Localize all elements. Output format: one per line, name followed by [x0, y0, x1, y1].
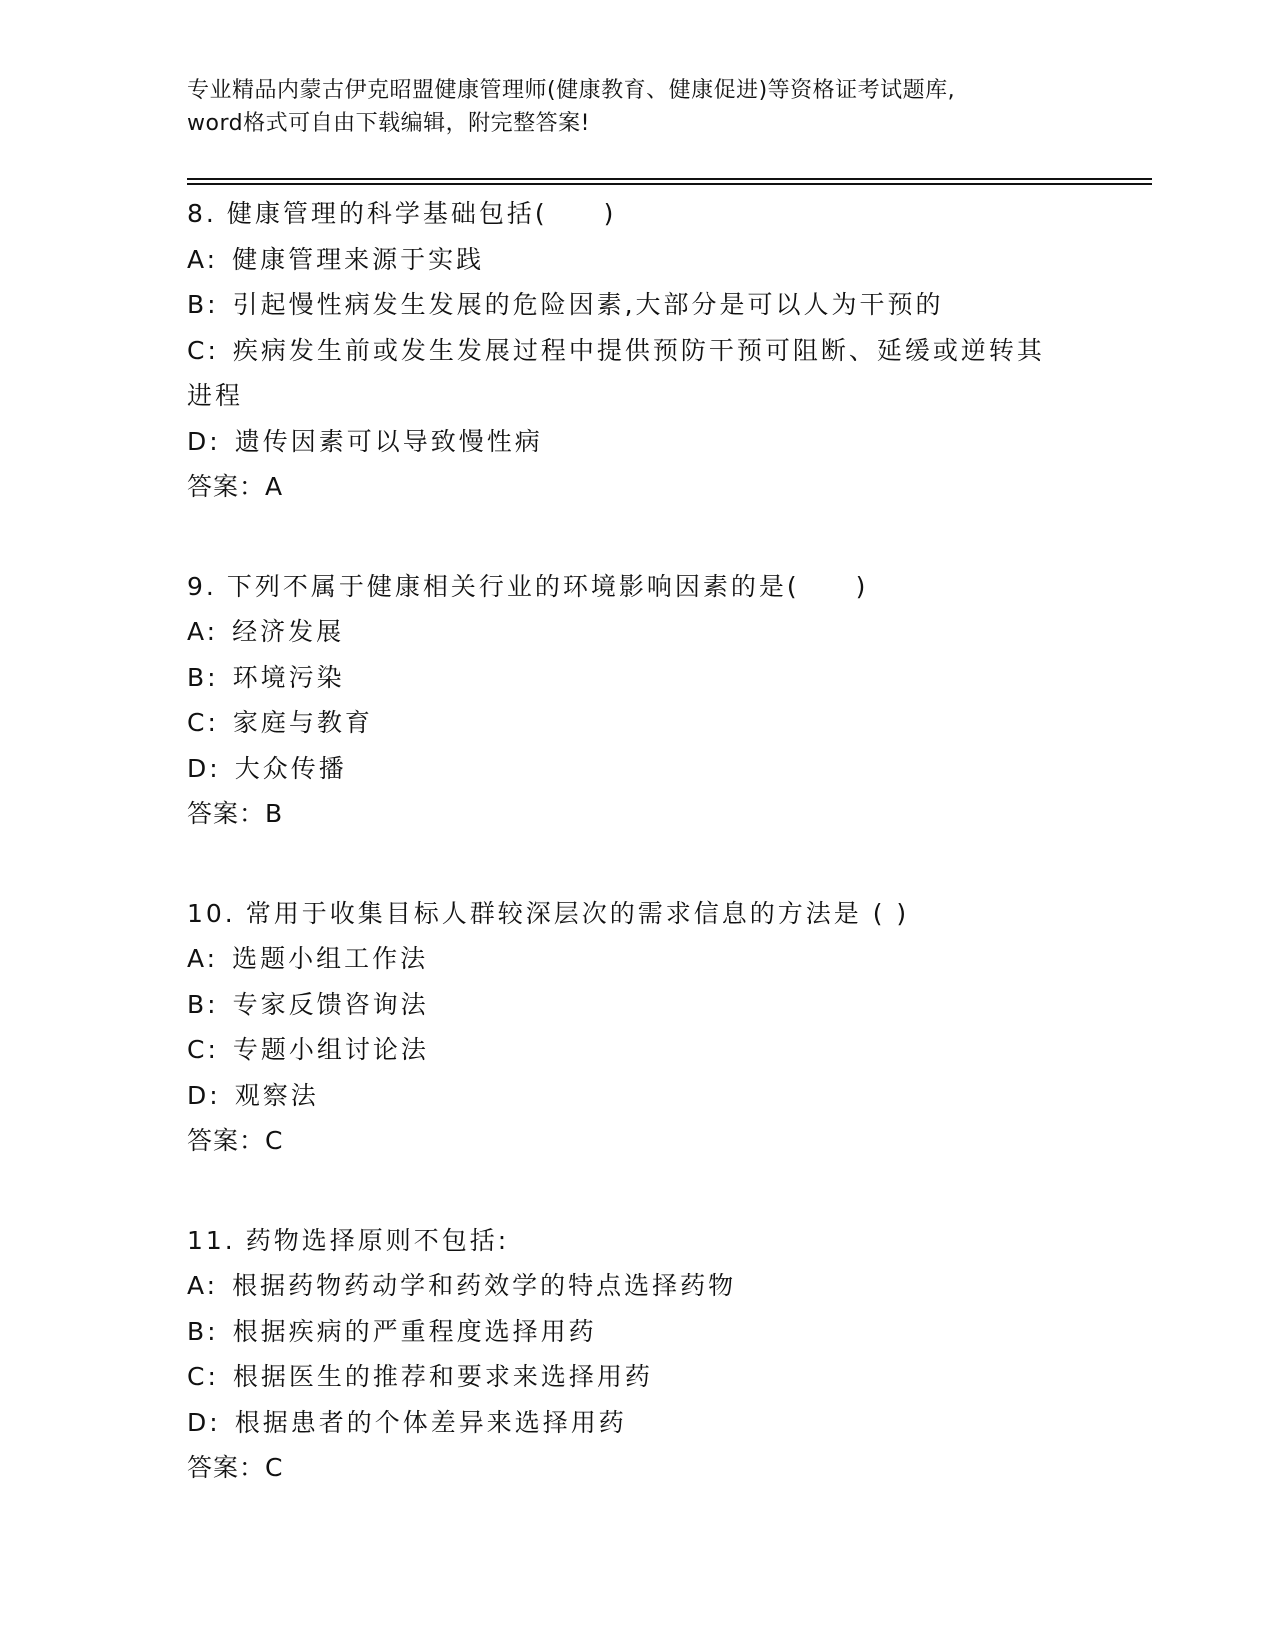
option-text: 进程	[187, 381, 244, 410]
question-stem	[187, 891, 1147, 937]
question-number: 9.	[187, 571, 217, 601]
question-number: 8.	[187, 199, 217, 228]
option-text: 观察法	[234, 1080, 319, 1110]
option-text: 根据医生的推荐和要求来选择用药	[232, 1362, 653, 1391]
option-letter: C:	[187, 708, 219, 737]
question-number: 11.	[187, 1225, 236, 1255]
option-text: 根据患者的个体差异来选择用药	[234, 1407, 627, 1437]
option-letter: D:	[187, 1080, 221, 1110]
option-a	[187, 609, 1147, 655]
header-divider-top	[187, 178, 1152, 180]
option-text: 引起慢性病发生发展的危险因素,大部分是可以人为干预的	[232, 290, 944, 319]
option-text: 经济发展	[232, 617, 345, 646]
option-b	[187, 982, 1147, 1028]
option-letter: D:	[187, 1407, 221, 1437]
question-8	[187, 191, 1147, 510]
answer-line: 答案：B	[187, 799, 284, 828]
option-letter: C:	[187, 1035, 219, 1064]
option-c-continuation	[187, 373, 1147, 419]
option-letter: D:	[187, 753, 221, 783]
question-11	[187, 1218, 1147, 1491]
option-text: 选题小组工作法	[232, 944, 429, 973]
option-a	[187, 1263, 1147, 1309]
question-text: 常用于收集目标人群较深层次的需求信息的方法是 ( )	[245, 898, 910, 928]
option-c	[187, 328, 1147, 374]
option-c	[187, 1354, 1147, 1400]
option-text: 家庭与教育	[232, 708, 373, 737]
answer-line: 答案：A	[187, 472, 284, 501]
option-letter: B:	[187, 662, 219, 692]
question-text: 下列不属于健康相关行业的环境影响因素的是( )	[226, 571, 869, 601]
option-text: 健康管理来源于实践	[232, 244, 485, 274]
option-text: 专题小组讨论法	[232, 1035, 429, 1064]
option-c	[187, 1027, 1147, 1073]
option-letter: D:	[187, 426, 221, 456]
question-9	[187, 564, 1147, 837]
option-letter: A:	[187, 244, 219, 274]
option-text: 环境污染	[232, 662, 345, 692]
option-letter: B:	[187, 989, 219, 1019]
question-stem	[187, 564, 1147, 610]
option-b	[187, 1309, 1147, 1355]
option-c	[187, 700, 1147, 746]
option-letter: B:	[187, 290, 219, 319]
question-text: 健康管理的科学基础包括( )	[226, 199, 617, 228]
option-letter: B:	[187, 1316, 219, 1346]
option-b	[187, 655, 1147, 701]
option-text: 大众传播	[234, 753, 347, 783]
option-letter: A:	[187, 1271, 219, 1300]
option-text: 根据药物药动学和药效学的特点选择药物	[232, 1271, 737, 1300]
option-a	[187, 237, 1147, 283]
option-letter: A:	[187, 944, 219, 973]
option-a	[187, 936, 1147, 982]
option-d	[187, 746, 1147, 792]
option-text: 疾病发生前或发生发展过程中提供预防干预可阻断、延缓或逆转其	[232, 335, 1045, 365]
answer-line: 答案：C	[187, 1126, 284, 1155]
question-text: 药物选择原则不包括:	[245, 1225, 510, 1255]
option-text: 遗传因素可以导致慢性病	[234, 426, 543, 456]
header-line-2: word格式可自由下载编辑，附完整答案!	[187, 111, 590, 136]
option-letter: C:	[187, 1362, 219, 1391]
option-d	[187, 1400, 1147, 1446]
header-divider-bottom	[187, 183, 1152, 185]
option-text: 根据疾病的严重程度选择用药	[232, 1316, 597, 1346]
option-letter: C:	[187, 335, 219, 365]
question-stem	[187, 191, 1147, 237]
answer-line: 答案：C	[187, 1453, 284, 1482]
question-stem	[187, 1218, 1147, 1264]
option-letter: A:	[187, 617, 219, 646]
option-d	[187, 1073, 1147, 1119]
option-text: 专家反馈咨询法	[232, 989, 429, 1019]
header-line-1: 专业精品内蒙古伊克昭盟健康管理师(健康教育、健康促进)等资格证考试题库,	[187, 78, 956, 103]
option-b	[187, 282, 1147, 328]
question-10	[187, 891, 1147, 1164]
document-header	[187, 74, 1087, 140]
question-number: 10.	[187, 898, 236, 928]
option-d	[187, 419, 1147, 465]
question-list	[187, 191, 1147, 1545]
